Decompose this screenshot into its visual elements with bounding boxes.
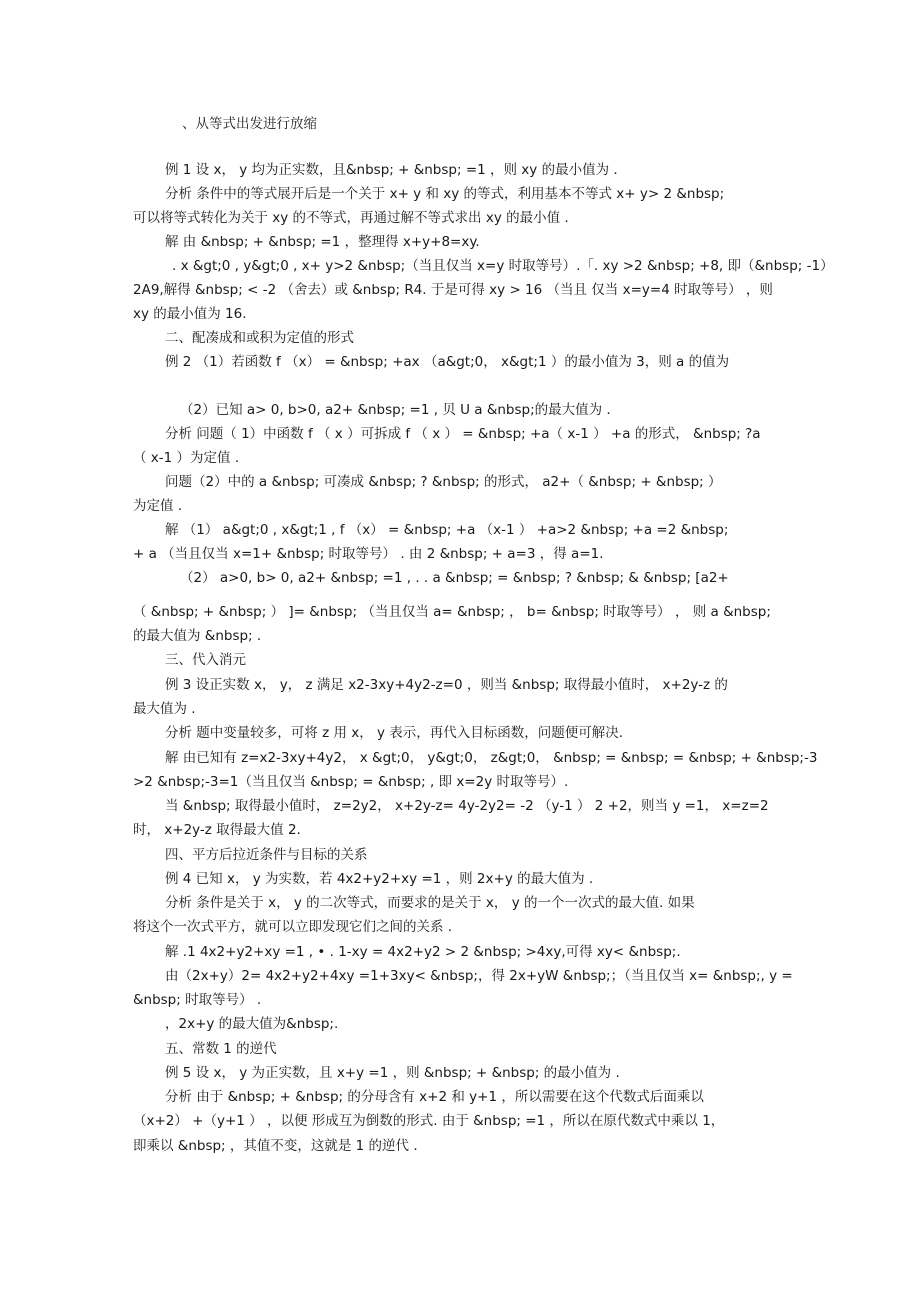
text-line: >2 &nbsp;-3=1（当且仅当 &nbsp; = &nbsp; , 即 x=2y 时取等号）. bbox=[133, 774, 569, 790]
section-heading-4: 四、平方后拉近条件与目标的关系 bbox=[165, 847, 368, 863]
text-line: . x &gt;0 , y&gt;0 , x+ y>2 &nbsp;（当且仅当 x=y 时取等号）.「. xy >2 &nbsp; +8, 即（&nbsp; -1） bbox=[172, 258, 834, 274]
example-2: 例 2 （1）若函数 f （x） = &nbsp; +ax （a&gt;0， x&gt;1 ）的最小值为 3，则 a 的值为 bbox=[165, 354, 730, 370]
text-line: &nbsp; 时取等号） . bbox=[133, 992, 262, 1008]
section-heading-2: 二、配凑成和或积为定值的形式 bbox=[165, 330, 354, 346]
text-line: （ &nbsp; + &nbsp; ） ]= &nbsp; （当且仅当 a= &nbsp; ， b= &nbsp; 时取等号） ， 则 a &nbsp; bbox=[133, 604, 771, 620]
text-line: 即乘以 &nbsp; ，其值不变，这就是 1 的逆代 . bbox=[133, 1138, 418, 1154]
text-line: 将这个一次式平方，就可以立即发现它们之间的关系 . bbox=[133, 919, 453, 935]
section-heading-5: 五、常数 1 的逆代 bbox=[165, 1041, 277, 1057]
analysis-5: 分析 由于 &nbsp; + &nbsp; 的分母含有 x+2 和 y+1 ，所以需要在这个代数式后面乘以 bbox=[165, 1089, 704, 1105]
text-line: 的最大值为 &nbsp; . bbox=[133, 628, 262, 644]
analysis-2: 分析 问题（ 1）中函数 f （ x ）可拆成 f （ x ） = &nbsp; +a（ x-1 ） +a 的形式， &nbsp; ?a bbox=[165, 426, 761, 442]
solution-1: 解 由 &nbsp; + &nbsp; =1 ，整理得 x+y+8=xy. bbox=[165, 234, 480, 250]
text-line: xy 的最小值为 16. bbox=[133, 306, 247, 322]
analysis-4: 分析 条件是关于 x， y 的二次等式，而要求的是关于 x， y 的一个一次式的最大值. 如果 bbox=[165, 895, 695, 911]
text-line: 为定值 . bbox=[133, 498, 183, 514]
text-line: ，2x+y 的最大值为&nbsp;. bbox=[165, 1016, 339, 1032]
example-3: 例 3 设正实数 x， y， z 满足 x2-3xy+4y2-z=0 ，则当 &nbsp; 取得最小值时， x+2y-z 的 bbox=[165, 677, 728, 693]
solution-3: 解 由已知有 z=x2-3xy+4y2， x &gt;0， y&gt;0， z&gt;0， &nbsp; = &nbsp; = &nbsp; + &nbsp;-3 bbox=[165, 750, 818, 766]
solution-4: 解 .1 4x2+y2+xy =1 , • . 1-xy = 4x2+y2 > 2 &nbsp; >4xy,可得 xy< &nbsp;. bbox=[165, 944, 681, 960]
text-line: 当 &nbsp; 取得最小值时， z=2y2， x+2y-z= 4y-2y2= -2 （y-1 ） 2 +2，则当 y =1， x=z=2 bbox=[165, 798, 769, 814]
text-line: （x+2） +（y+1 ） ，以便 形成互为倒数的形式. 由于 &nbsp; =1 ，所以在原代数式中乘以 1， bbox=[133, 1113, 725, 1129]
text-line: （2） a>0, b> 0, a2+ &nbsp; =1 , . . a &nbsp; = &nbsp; ? &nbsp; & &nbsp; [a2+ bbox=[180, 570, 729, 586]
example-5: 例 5 设 x， y 为正实数，且 x+y =1 ，则 &nbsp; + &nbsp; 的最小值为 . bbox=[165, 1065, 620, 1081]
text-line: 问题（2）中的 a &nbsp; 可凑成 &nbsp; ? &nbsp; 的形式， a2+（ &nbsp; + &nbsp; ） bbox=[165, 474, 722, 490]
solution-2: 解 （1） a&gt;0 , x&gt;1 , f （x） = &nbsp; +a （x-1 ） +a>2 &nbsp; +a =2 &nbsp; bbox=[165, 522, 729, 538]
text-line: 2A9,解得 &nbsp; < -2 （舍去）或 &nbsp; R4. 于是可得 xy > 16 （当且 仅当 x=y=4 时取等号） ，则 bbox=[133, 282, 773, 298]
example-1: 例 1 设 x， y 均为正实数，且&nbsp; + &nbsp; =1 ，则 xy 的最小值为 . bbox=[165, 162, 618, 178]
analysis-3: 分析 题中变量较多，可将 z 用 x， y 表示，再代入目标函数，问题便可解决. bbox=[165, 725, 624, 741]
example-4: 例 4 已知 x， y 为实数，若 4x2+y2+xy =1 ，则 2x+y 的最大值为 . bbox=[165, 871, 594, 887]
analysis-1: 分析 条件中的等式展开后是一个关于 x+ y 和 xy 的等式，利用基本不等式 x+ y> 2 &nbsp; bbox=[165, 186, 725, 202]
section-heading-3: 三、代入消元 bbox=[165, 652, 246, 668]
text-line: 时， x+2y-z 取得最大值 2. bbox=[133, 822, 301, 838]
text-line: 最大值为 . bbox=[133, 701, 196, 717]
text-line: 由（2x+y）2= 4x2+y2+4xy =1+3xy< &nbsp;，得 2x+yW &nbsp;；（当且仅当 x= &nbsp;, y = bbox=[165, 968, 793, 984]
text-line: + a （当且仅当 x=1+ &nbsp; 时取等号） . 由 2 &nbsp; + a=3 ，得 a=1. bbox=[133, 546, 604, 562]
text-line: （ x-1 ）为定值 . bbox=[133, 450, 240, 466]
text-line: 可以将等式转化为关于 xy 的不等式，再通过解不等式求出 xy 的最小值 . bbox=[133, 210, 569, 226]
example-2-part-2: （2）已知 a> 0, b>0, a2+ &nbsp; =1 , 贝 U a &nbsp;的最大值为 . bbox=[180, 402, 611, 418]
section-heading-1: 、从等式出发进行放缩 bbox=[182, 116, 317, 132]
